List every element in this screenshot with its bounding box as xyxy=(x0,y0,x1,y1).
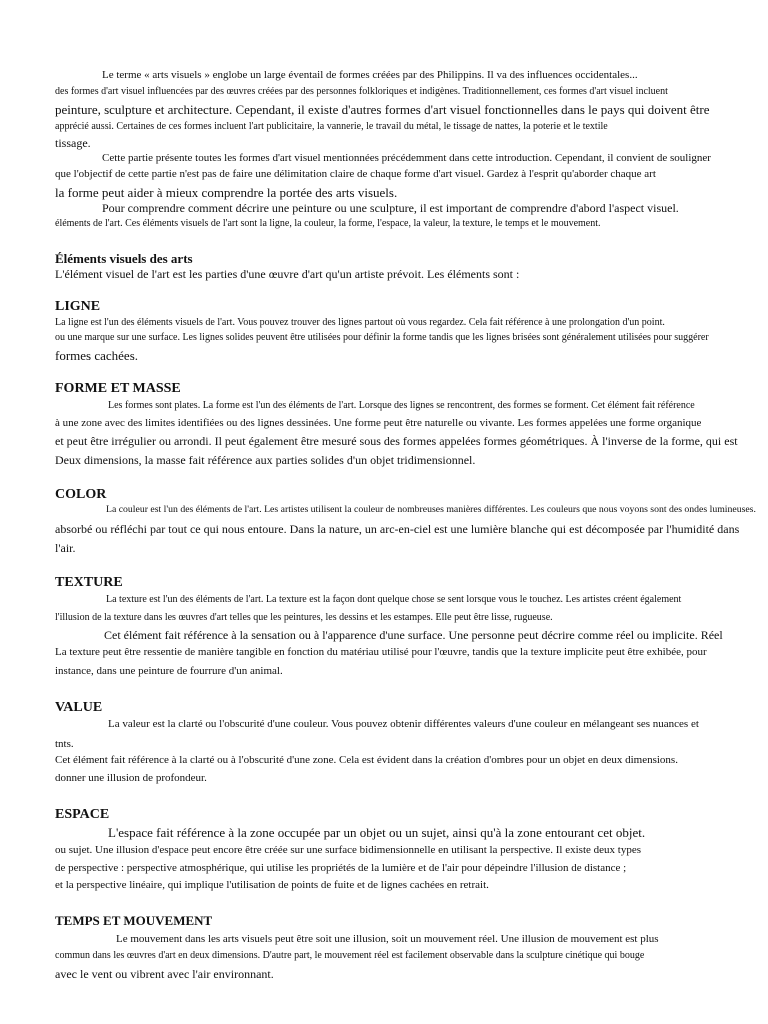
intro-line-7: que l'objectif de cette partie n'est pas de faire une délimitation claire de chaque forme d'art visuel. Gardez à l'esprit qu'aborder chaque art xyxy=(55,168,656,180)
value-line-1: La valeur est la clarté ou l'obscurité d'une couleur. Vous pouvez obtenir différentes valeurs d'une couleur en mélangeant ses nuances et xyxy=(108,718,699,730)
forme-line-4: Deux dimensions, la masse fait référence aux parties solides d'un objet tridimensionnel. xyxy=(55,453,476,467)
ligne-line-2: ou une marque sur une surface. Les lignes solides peuvent être utilisées pour définir la forme tandis que les lignes brisées sont généralement utilisées pour suggérer xyxy=(55,332,709,343)
temps-heading: TEMPS ET MOUVEMENT xyxy=(55,913,213,928)
espace-line-4: et la perspective linéaire, qui implique l'utilisation de points de fuite et de lignes cachées en retrait. xyxy=(55,879,489,891)
color-line-3: l'air. xyxy=(55,541,76,555)
intro-line-5: tissage. xyxy=(55,136,91,150)
forme-heading: FORME ET MASSE xyxy=(55,381,181,396)
espace-line-2: ou sujet. Une illusion d'espace peut encore être créée sur une surface bidimensionnelle en utilisant la perspective. Il existe deux types xyxy=(55,844,641,856)
forme-line-1: Les formes sont plates. La forme est l'un des éléments de l'art. Lorsque des lignes se rencontrent, des formes se forment. Cet élément fait référence xyxy=(108,400,695,411)
value-line-2: tnts. xyxy=(55,738,74,750)
texture-heading: TEXTURE xyxy=(55,575,123,590)
espace-line-1: L'espace fait référence à la zone occupée par un objet ou un sujet, ainsi qu'à la zone entourant cet objet. xyxy=(108,825,646,840)
intro-line-4: apprécié aussi. Certaines de ces formes incluent l'art publicitaire, la vannerie, le travail du métal, le tissage de nattes, la poterie et le textile xyxy=(55,121,608,132)
espace-line-3: de perspective : perspective atmosphérique, qui utilise les propriétés de la lumière et de l'air pour dépeindre l'illusion de distance ; xyxy=(55,862,627,874)
intro-line-10: éléments de l'art. Ces éléments visuels de l'art sont la ligne, la couleur, la forme, l'espace, la valeur, la texture, le temps et le mouvement. xyxy=(55,218,601,229)
texture-line-2: l'illusion de la texture dans les œuvres d'art telles que les peintures, les dessins et les estampes. Elle peut être lisse, rugueuse. xyxy=(55,612,553,623)
texture-line-3: Cet élément fait référence à la sensation ou à l'apparence d'une surface. Une personne peut décrire comme réel ou implicite. Réel xyxy=(104,628,723,642)
intro-line-9: Pour comprendre comment décrire une peinture ou une sculpture, il est important de comprendre d'abord l'aspect visuel. xyxy=(102,201,679,215)
temps-line-1: Le mouvement dans les arts visuels peut être soit une illusion, soit un mouvement réel. Une illusion de mouvement est plus xyxy=(116,933,659,945)
intro-line-8: la forme peut aider à mieux comprendre la portée des arts visuels. xyxy=(55,185,398,200)
value-line-4: donner une illusion de profondeur. xyxy=(55,772,207,784)
texture-line-1: La texture est l'un des éléments de l'art. La texture est la façon dont quelque chose se sent lorsque vous le touchez. Les artistes créent également xyxy=(106,594,682,605)
intro-line-6: Cette partie présente toutes les formes d'art visuel mentionnées précédemment dans cette introduction. Cependant, il convient de souligner xyxy=(102,152,711,164)
elements-heading: Éléments visuels des arts xyxy=(55,251,193,266)
forme-line-2: à une zone avec des limites identifiées ou des lignes dessinées. Une forme peut être naturelle ou vivante. Les formes appelées une forme organique xyxy=(55,417,702,429)
color-line-2: absorbé ou réfléchi par tout ce qui nous entoure. Dans la nature, un arc-en-ciel est une lumière blanche qui est décomposée par l'humidité dans xyxy=(55,522,740,536)
ligne-line-1: La ligne est l'un des éléments visuels de l'art. Vous pouvez trouver des lignes partout où vous regardez. Cela fait référence à une prolongation d'un point. xyxy=(55,317,665,328)
intro-line-1: Le terme « arts visuels » englobe un large éventail de formes créées par des Philippins. Il va des influences occidentales... xyxy=(102,69,638,81)
value-line-3: Cet élément fait référence à la clarté ou à l'obscurité d'une zone. Cela est évident dans la création d'ombres pour un objet en deux dimensions. xyxy=(55,754,678,766)
espace-heading: ESPACE xyxy=(55,807,110,822)
forme-line-3: et peut être irrégulier ou arrondi. Il peut également être mesuré sous des formes appelées formes géométriques. À l'inverse de la forme, qui est xyxy=(55,434,738,448)
texture-line-5: instance, dans une peinture de fourrure d'un animal. xyxy=(55,665,283,677)
value-heading: VALUE xyxy=(55,700,103,715)
ligne-line-3: formes cachées. xyxy=(55,348,139,363)
color-heading: COLOR xyxy=(55,487,107,502)
elements-intro-line: L'élément visuel de l'art est les parties d'une œuvre d'art qu'un artiste prévoit. Les éléments sont : xyxy=(55,267,520,281)
intro-line-3: peinture, sculpture et architecture. Cependant, il existe d'autres formes d'art visuel fonctionnelles dans le pays qui doivent être xyxy=(55,102,710,117)
temps-line-3: avec le vent ou vibrent avec l'air environnant. xyxy=(55,967,274,981)
temps-line-2: commun dans les œuvres d'art en deux dimensions. D'autre part, le mouvement réel est facilement observable dans la sculpture cinétique qui bouge xyxy=(55,950,645,961)
ligne-heading: LIGNE xyxy=(55,299,101,314)
texture-line-4: La texture peut être ressentie de manière tangible en fonction du matériau utilisé pour l'œuvre, tandis que la texture implicite peut être exhibée, pour xyxy=(55,646,707,658)
intro-line-2: des formes d'art visuel influencées par des œuvres créées par des personnes folkloriques et indigènes. Traditionnellement, ces formes d'art visuel incluent xyxy=(55,86,668,97)
color-line-1: La couleur est l'un des éléments de l'art. Les artistes utilisent la couleur de nombreuses manières différentes. Les couleurs que nous voyons sont des ondes lumineuses. xyxy=(106,504,756,515)
